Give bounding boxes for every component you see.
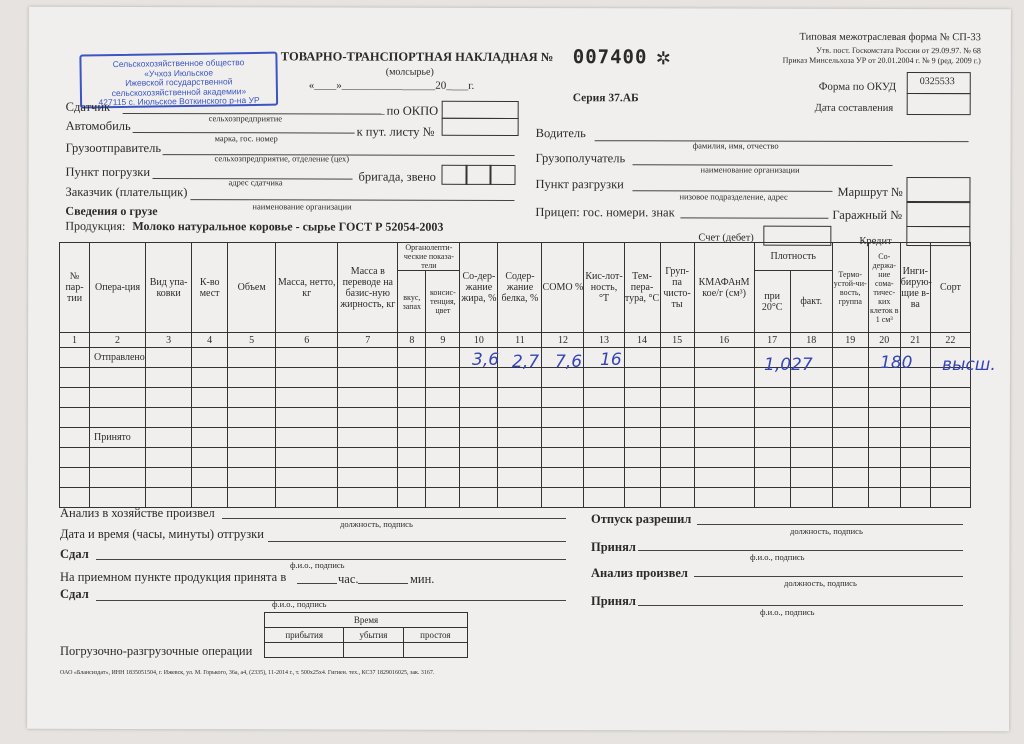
col-number: 12: [542, 333, 584, 348]
col-number: 1: [60, 333, 90, 348]
handwritten-protein: 2,7: [512, 352, 540, 372]
col-number: 17: [754, 333, 790, 348]
col-header-grade: Сорт: [930, 243, 970, 333]
col-header-purity: Груп-па чисто-ты: [660, 243, 694, 333]
handed2-label: Сдал: [60, 587, 89, 601]
handed-caption: ф.и.о., подпись: [290, 560, 345, 570]
col-header-density-20: при 20°С: [754, 271, 790, 333]
brigade-label: бригада, звено: [358, 169, 436, 184]
table-row: [60, 428, 971, 448]
col-number: 3: [146, 333, 192, 348]
col-header-package: Вид упа-ковки: [146, 243, 192, 333]
stamp-line: Сельскохозяйственное общество: [112, 57, 245, 70]
printer-info: ОАО «Блансиздат», ИНН 1835051504, г. Ижевск, ул. М. Горького, 36а, а4, (2335), 11-2014 г., т. 500х25х4. Гигиен. тех., КС37 1829016025, зак. 3167.: [60, 670, 435, 676]
table-row: [60, 488, 971, 508]
handwritten-fat: 3,6: [472, 350, 500, 370]
brigade-cell-1[interactable]: [441, 165, 467, 185]
driver-label: Водитель: [535, 126, 586, 141]
accepted-minutes-line[interactable]: [358, 583, 408, 584]
col-number: 7: [338, 333, 398, 348]
trailer-line[interactable]: [680, 217, 828, 218]
unloading-label: Пункт разгрузки: [535, 177, 624, 192]
col-number: 11: [498, 333, 542, 348]
operation-sent: Отправлено: [90, 348, 146, 368]
waybill-label: к пут. листу №: [356, 124, 435, 139]
customer-label: Заказчик (плательщик): [65, 184, 188, 200]
cargo-heading: Сведения о грузе: [65, 203, 158, 219]
table-row: [60, 388, 971, 408]
col-header-operation: Опера-ция: [90, 243, 146, 333]
col-header-volume: Объем: [228, 243, 276, 333]
release-label: Отпуск разрешил: [591, 512, 692, 526]
form-series: Серия 37.АБ: [572, 92, 639, 105]
time-idle: простоя: [403, 628, 467, 643]
col-header-base-mass: Масса в переводе на базис-ную жирность, кг: [338, 243, 398, 333]
driver-line[interactable]: [595, 140, 969, 142]
handwritten-grade: высш.: [942, 355, 996, 375]
operation-received: Принято: [90, 428, 146, 448]
table-row: [60, 468, 971, 488]
customer-line[interactable]: [190, 199, 514, 201]
credit-label: Кредит: [859, 235, 892, 247]
time-arrival: прибытия: [265, 628, 344, 643]
col-number: 5: [228, 333, 276, 348]
release-caption: должность, подпись: [790, 526, 863, 536]
time-header: Время: [265, 613, 468, 628]
col-number: 4: [192, 333, 228, 348]
handed2-line[interactable]: [96, 600, 566, 601]
col-header-places: К-во мест: [192, 243, 228, 333]
garage-label: Гаражный №: [832, 207, 903, 223]
time-arrival-value[interactable]: [265, 643, 344, 658]
date-compiled-label: Дата составления: [814, 102, 894, 114]
received2-line[interactable]: [638, 605, 963, 606]
loading-point-caption: адрес сдатчика: [228, 177, 283, 188]
col-header-temperature: Тем-пера-тура, °С: [624, 243, 660, 333]
form-subtitle: (молсырье): [385, 66, 434, 78]
accepted-label: На приемном пункте продукция принята в: [60, 570, 287, 584]
customer-caption: наименование организации: [252, 201, 352, 212]
garage-field[interactable]: [906, 201, 970, 227]
form-approval-2: Приказ Минсельхоза УР от 20.01.2004 г. № 9 (ред. 2009 г.): [782, 55, 981, 66]
analysis-label: Анализ в хозяйстве произвел: [60, 506, 215, 520]
stamp-line: Ижевской государственной: [125, 76, 233, 88]
shipper-caption: сельхозпредприятие, отделение (цех): [214, 153, 350, 164]
received-label: Принял: [591, 540, 636, 554]
form-type: Типовая межотраслевая форма № СП-33: [799, 31, 981, 44]
okud-value: 0325533: [919, 76, 955, 88]
received2-caption: ф.и.о., подпись: [760, 607, 815, 617]
col-number: 21: [900, 333, 930, 348]
date-compiled-box: [907, 93, 971, 115]
col-number: 6: [276, 333, 338, 348]
driver-caption: фамилия, имя, отчество: [692, 140, 779, 151]
col-number: 14: [624, 333, 660, 348]
product-value: Молоко натуральное коровье - сырье ГОСТ Р 52054-2003: [132, 218, 444, 234]
invoice-label: Счет (дебет): [698, 232, 754, 244]
waybill-field[interactable]: [442, 118, 519, 136]
stamp-line: сельскохозяйственной академии»: [111, 85, 247, 98]
col-header-protein: Содер-жание белка, %: [498, 243, 542, 333]
okpo-field[interactable]: [442, 101, 519, 119]
accepted-hours-line[interactable]: [297, 583, 337, 584]
col-number: 22: [930, 333, 970, 348]
consignee-label: Грузополучатель: [535, 151, 626, 166]
loading-point-label: Пункт погрузки: [65, 164, 151, 180]
handwritten-acidity: 16: [600, 350, 622, 370]
col-number: 8: [398, 333, 426, 348]
okpo-label: по ОКПО: [386, 103, 439, 118]
col-header-acidity: Кис-лот-ность, °Т: [584, 243, 624, 333]
col-header-inhibitors: Инги-бирую-щие в-ва: [900, 243, 930, 333]
col-number: 18: [790, 333, 832, 348]
received-caption: ф.и.о., подпись: [750, 552, 805, 562]
handwritten-somatic: 180: [880, 353, 913, 373]
col-header-party: № пар-тии: [60, 243, 90, 333]
form-approval-1: Утв. пост. Госкомстата России от 29.09.97. № 68: [816, 45, 981, 56]
sender-caption: сельхозпредприятие: [208, 113, 283, 124]
col-number: 2: [90, 333, 146, 348]
received-line[interactable]: [638, 550, 963, 551]
received2-label: Принял: [591, 594, 636, 608]
time-departure-value[interactable]: [344, 643, 403, 658]
col-header-net-mass: Масса, нетто, кг: [276, 243, 338, 333]
col-header-organoleptic: Органолепти-ческие показа-тели: [398, 243, 460, 271]
okud-label: Форма по ОКУД: [818, 80, 897, 93]
col-header-kmafanm: КМАФАнМ кое/г (см³): [694, 243, 754, 333]
time-departure: убытия: [344, 628, 403, 643]
col-number: 16: [694, 333, 754, 348]
col-number: 19: [832, 333, 868, 348]
analysis-right-caption: должность, подпись: [784, 578, 857, 588]
col-number: 20: [868, 333, 900, 348]
col-header-somo: СОМО %: [542, 243, 584, 333]
consignee-caption: наименование организации: [700, 164, 800, 175]
route-field[interactable]: [906, 177, 970, 203]
time-table: [264, 612, 468, 658]
loading-ops-label: Погрузочно-разгрузочные операции: [60, 644, 253, 658]
stamp-line: 427115 с. Июльское Воткинского р-на УР: [98, 94, 260, 108]
col-header-thermo: Термо-устой-чи-вость, группа: [832, 243, 868, 333]
cargo-table: [59, 242, 971, 508]
table-row: [60, 408, 971, 428]
time-idle-value[interactable]: [403, 643, 467, 658]
analysis-right-line[interactable]: [694, 576, 963, 577]
handwritten-density: 1,027: [764, 355, 813, 375]
handed2-caption: ф.и.о., подпись: [272, 599, 327, 609]
snowflake-icon: ✲: [655, 48, 671, 69]
unloading-caption: низовое подразделение, адрес: [679, 191, 788, 202]
form-number: 007400: [572, 46, 648, 69]
col-number: 15: [660, 333, 694, 348]
form-title: ТОВАРНО-ТРАНСПОРТНАЯ НАКЛАДНАЯ №: [280, 49, 554, 65]
form-date: «____»_________________20____г.: [308, 79, 475, 92]
car-label: Автомобиль: [65, 118, 131, 133]
col-header-fat: Со-дер-жание жира, %: [460, 243, 498, 333]
col-header-density: Плотность: [754, 243, 832, 271]
col-number: 13: [584, 333, 624, 348]
route-label: Маршрут №: [837, 184, 903, 200]
col-header-density-fact: факт.: [790, 271, 832, 333]
brigade-cell-2[interactable]: [465, 165, 491, 185]
col-header-somatic: Со-держа-ние сома-тичес-ких клеток в 1 см³: [868, 243, 900, 333]
shipper-label: Грузоотправитель: [65, 140, 162, 156]
table-row: [60, 448, 971, 468]
handwritten-somo: 7,6: [555, 352, 583, 372]
car-caption: марка, гос. номер: [214, 133, 278, 144]
analysis-caption: должность, подпись: [340, 519, 413, 529]
stamp-line: «Учхоз Июльское: [144, 67, 214, 79]
brigade-cell-3[interactable]: [489, 165, 515, 185]
hours-label: час.: [338, 572, 359, 586]
shipment-datetime-label: Дата и время (часы, минуты) отгрузки: [60, 527, 264, 541]
col-header-consistency: консис-тенция, цвет: [426, 271, 460, 333]
col-number: 9: [426, 333, 460, 348]
analysis-right-label: Анализ произвел: [591, 566, 688, 580]
shipment-datetime-line[interactable]: [268, 541, 566, 542]
sender-label: Сдатчик: [65, 99, 111, 114]
minutes-label: мин.: [410, 572, 435, 586]
handed-label: Сдал: [60, 547, 89, 561]
release-line[interactable]: [697, 524, 963, 525]
col-number: 10: [460, 333, 498, 348]
trailer-label: Прицеп: гос. номери. знак: [535, 205, 675, 220]
product-label: Продукция:: [65, 218, 126, 233]
col-header-taste: вкус, запах: [398, 271, 426, 333]
